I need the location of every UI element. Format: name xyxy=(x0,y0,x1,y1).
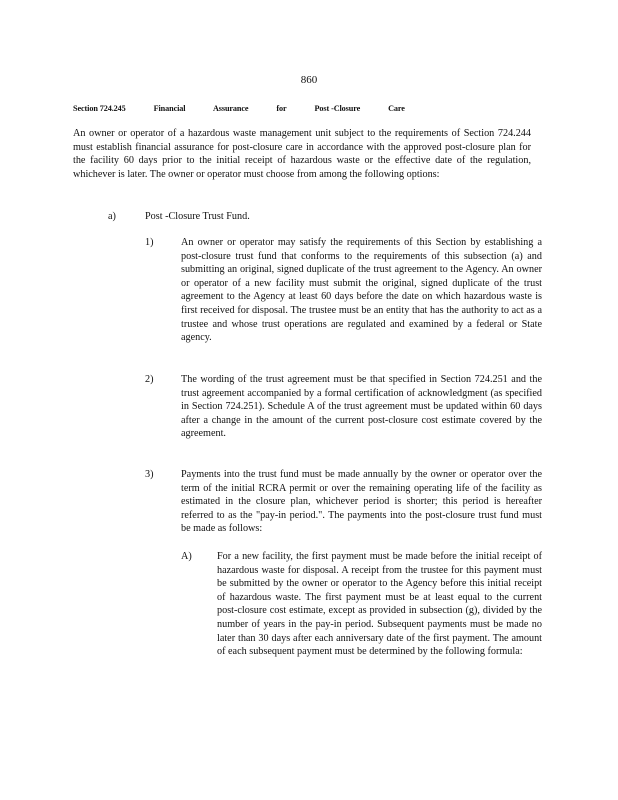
subitem-2-label: 2) xyxy=(145,374,154,385)
section-heading xyxy=(73,102,431,116)
subsubitem-a-label: A) xyxy=(181,551,192,562)
subitem-1-label: 1) xyxy=(145,237,154,248)
section-title-word-1: Financial xyxy=(153,104,186,113)
subitem-2-text: The wording of the trust agreement must be that specified in Section 724.251 and the trust agreement accompanied by a formal certification of acknowledgment (as specified in Section 724.251). Schedule A of the trust agreement must be updated within 60 days after a change in the amount of the current post-closure cost estimate covered by the agreement. xyxy=(181,374,542,440)
subitem-3-label: 3) xyxy=(145,469,154,480)
section-number: Section 724.245 xyxy=(73,104,126,113)
section-title-word-2: Assurance xyxy=(212,104,249,113)
subitem-3-text: Payments into the trust fund must be made annually by the owner or operator over the term of the initial RCRA permit or over the remaining operating life of the facility as estimated in the closure plan, whichever period is shorter; this period is hereafter referred to as the "pay-in period.". The payments into the post-closure trust fund must be made as follows: xyxy=(181,469,542,535)
subitem-1-text: An owner or operator may satisfy the requirements of this Section by establishing a post-closure trust fund that conforms to the requirements of this subsection (a) and submitting an original, signed duplicate of the trust agreement to the Agency. An owner or operator of a new facility must submit the original, signed duplicate of the trust agreement to the Agency at least 60 days before the date on which hazardous waste is first received for disposal. The trustee must be an entity that has the authority to act as a trustee and whose trust operations are regulated and examined by a federal or State agency. xyxy=(181,237,542,344)
item-a-label: a) xyxy=(108,211,116,222)
intro-paragraph: An owner or operator of a hazardous waste management unit subject to the requirements of Section 724.244 must establish financial assurance for post-closure care in accordance with the approved post-closure plan for the facility 60 days prior to the initial receipt of hazardous waste or the effective date of the regulation, whichever is later. The owner or operator must choose from among the following options: xyxy=(73,128,531,180)
section-title-word-4: Post -Closure xyxy=(314,104,361,113)
section-title-word-3: for xyxy=(276,104,287,113)
page-number: 860 xyxy=(300,74,318,86)
subsubitem-a-text: For a new facility, the first payment must be made before the initial receipt of hazardous waste for disposal. A receipt from the trustee for this payment must be submitted by the owner or operator to the Agency before this initial receipt of hazardous waste. The first payment must be at least equal to the current post-closure cost estimate, except as provided in subsection (g), divided by the number of years in the pay-in period. Subsequent payments must be made no later than 30 days after each anniversary date of the first payment. The amount of each subsequent payment must be determined by the following formula: xyxy=(217,551,542,658)
section-title-word-5: Care xyxy=(388,104,405,113)
item-a-title: Post -Closure Trust Fund. xyxy=(145,211,250,222)
